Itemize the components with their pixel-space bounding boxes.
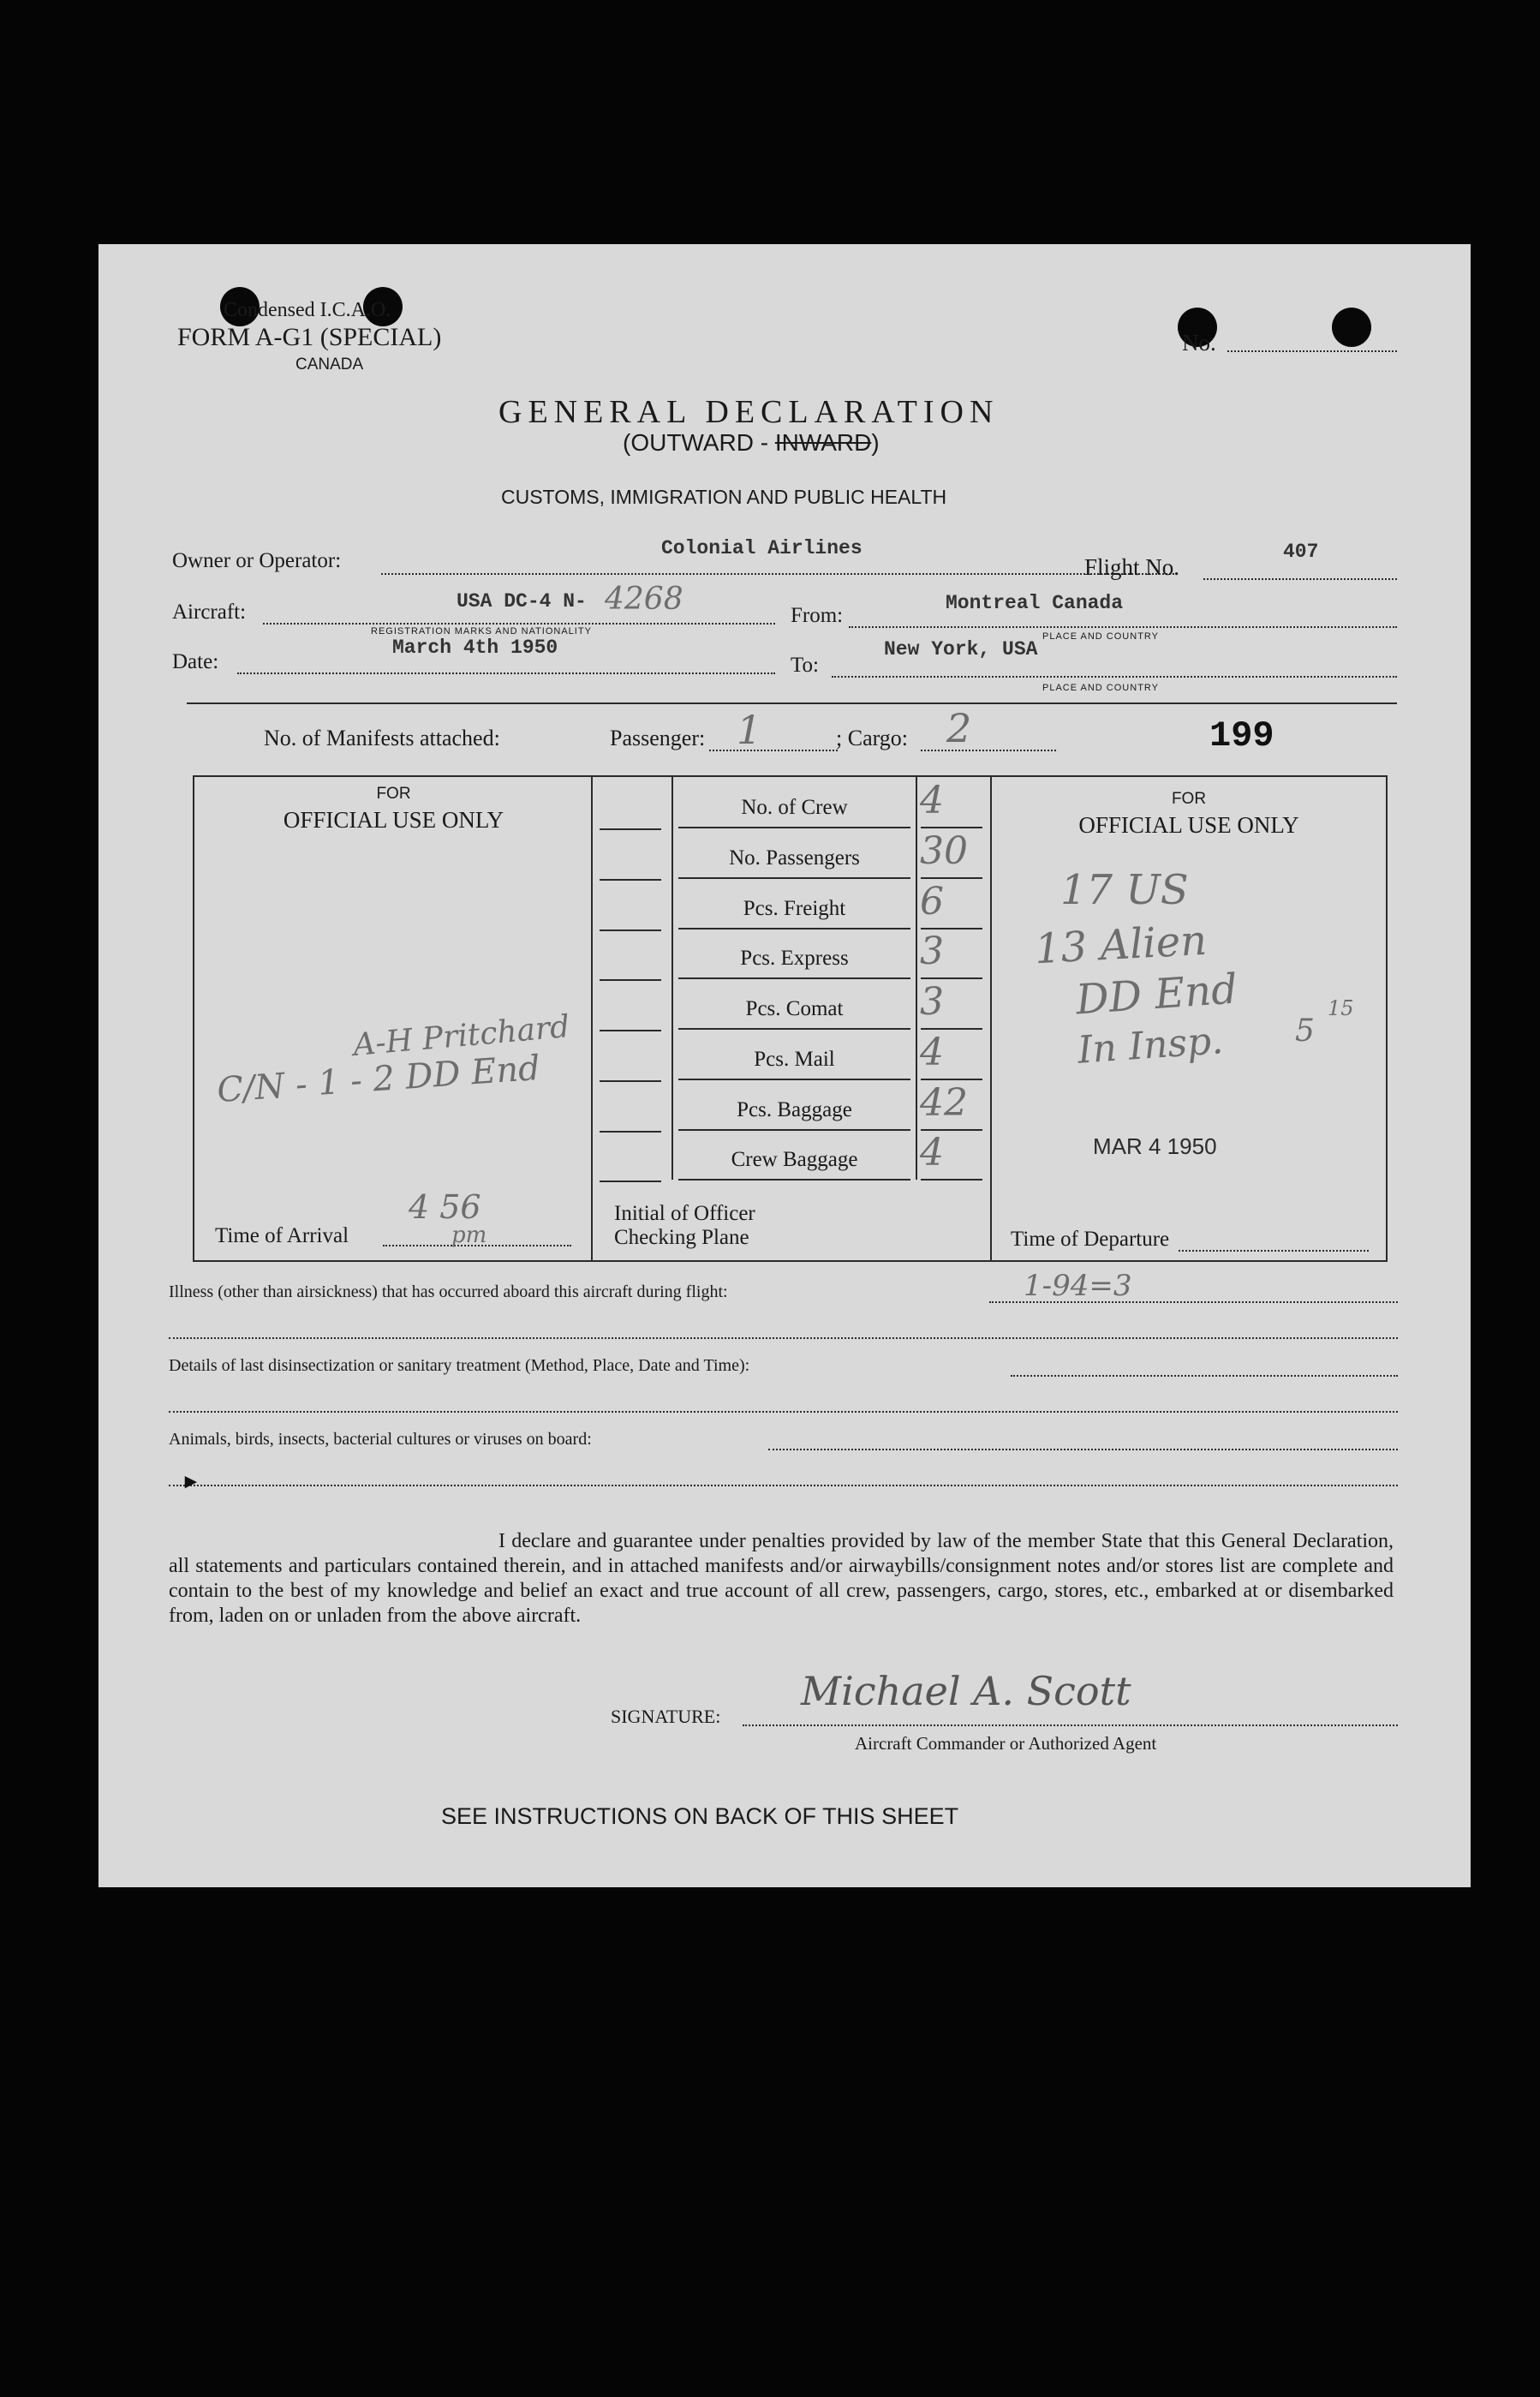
disinsect-line-2 xyxy=(169,1411,1398,1413)
count-label: No. of Crew xyxy=(741,796,848,819)
from-note: PLACE AND COUNTRY xyxy=(1042,631,1159,642)
right-official-header xyxy=(992,786,1386,839)
signature-caption: Aircraft Commander or Authorized Agent xyxy=(855,1733,1157,1754)
from-line xyxy=(849,626,1397,628)
count-row-line xyxy=(678,877,910,879)
illness-label: Illness (other than airsickness) that has occurred aboard this aircraft during flight: xyxy=(169,1282,728,1301)
direction-subtitle xyxy=(623,429,880,457)
count-value-line xyxy=(921,928,982,930)
official-entry-line xyxy=(600,1181,661,1182)
illness-line-2 xyxy=(169,1337,1398,1339)
count-value-line xyxy=(921,877,982,879)
right-time-sup: 15 xyxy=(1328,996,1354,1020)
flight-value: 407 xyxy=(1283,541,1319,563)
arrival-pm: pm xyxy=(451,1222,487,1248)
official-entry-line xyxy=(600,1080,661,1082)
count-value-line xyxy=(921,827,982,828)
count-value: 3 xyxy=(920,930,944,974)
signature-label: SIGNATURE: xyxy=(611,1706,721,1727)
owner-label: Owner or Operator: xyxy=(172,549,342,572)
right-for-label: FOR xyxy=(1171,790,1207,808)
direction-close: ) xyxy=(871,429,880,456)
flight-line xyxy=(1203,578,1397,580)
disinsect-line xyxy=(1011,1375,1398,1377)
aircraft-note: REGISTRATION MARKS AND NATIONALITY xyxy=(371,626,592,637)
right-note-dd-end: DD End xyxy=(1074,965,1239,1025)
date-stamp: MAR 4 1950 xyxy=(1093,1133,1217,1159)
count-value: 4 xyxy=(920,1131,944,1175)
owner-line xyxy=(381,573,1174,575)
right-note-insp: In Insp. xyxy=(1076,1019,1225,1073)
official-entry-line xyxy=(600,1131,661,1133)
page-title: GENERAL DECLARATION xyxy=(498,394,1000,430)
left-official-label: OFFICIAL USE ONLY xyxy=(283,807,504,833)
form-country: CANADA xyxy=(295,356,364,374)
left-note-line1: A-H Pritchard xyxy=(351,1009,571,1063)
header-separator xyxy=(187,702,1397,704)
animals-line-2 xyxy=(169,1485,1398,1486)
count-value-line xyxy=(921,977,982,979)
official-entry-line xyxy=(600,1030,661,1031)
disinsect-label: Details of last disinsectization or sanitary treatment (Method, Place, Date and Time): xyxy=(169,1356,750,1375)
manifests-label: No. of Manifests attached: xyxy=(264,726,500,750)
animals-label: Animals, birds, insects, bacterial cultures or viruses on board: xyxy=(169,1430,592,1449)
owner-value: Colonial Airlines xyxy=(661,537,863,559)
form-number-label: No. xyxy=(1182,330,1216,356)
count-label: Crew Baggage xyxy=(731,1148,858,1172)
right-note-us: 17 US xyxy=(1060,866,1189,914)
right-time: 5 xyxy=(1295,1013,1315,1049)
counts-panel xyxy=(593,777,990,1180)
form-number-line xyxy=(1227,350,1397,352)
count-value: 6 xyxy=(920,879,944,924)
form-name-line1: Condensed I.C.A.O. xyxy=(224,299,391,321)
official-entry-line xyxy=(600,979,661,981)
count-label: Pcs. Mail xyxy=(754,1047,835,1071)
signature-value: Michael A. Scott xyxy=(801,1668,1131,1714)
count-value: 3 xyxy=(920,980,944,1024)
aircraft-value: USA DC-4 N- xyxy=(457,590,587,613)
aircraft-line xyxy=(263,623,775,625)
date-label: Date: xyxy=(172,650,219,673)
declaration-form xyxy=(98,244,1471,1887)
passenger-manifest-value: 1 xyxy=(737,707,762,753)
count-row-line xyxy=(678,977,910,979)
aircraft-label: Aircraft: xyxy=(172,601,247,624)
count-row-line xyxy=(678,1179,910,1181)
count-value-line xyxy=(921,1129,982,1131)
official-entry-line xyxy=(600,930,661,931)
count-value: 42 xyxy=(920,1080,968,1125)
count-value-line xyxy=(921,1028,982,1030)
passenger-manifest-line xyxy=(709,750,838,751)
count-label: No. Passengers xyxy=(729,846,860,870)
officer-label-1: Initial of Officer xyxy=(614,1202,755,1225)
direction-outward: (OUTWARD - xyxy=(623,429,775,456)
arrival-value: 4 56 xyxy=(409,1188,481,1226)
to-note: PLACE AND COUNTRY xyxy=(1042,683,1159,693)
left-official-panel xyxy=(194,777,593,1260)
departure-label: Time of Departure xyxy=(1011,1228,1170,1251)
officer-label-2: Checking Plane xyxy=(614,1226,749,1249)
count-value-line xyxy=(921,1079,982,1080)
date-line xyxy=(237,672,775,674)
count-value-line xyxy=(921,1179,982,1181)
count-label: Pcs. Express xyxy=(740,947,849,971)
count-value: 30 xyxy=(920,828,968,873)
count-value: 4 xyxy=(920,779,944,822)
right-note-alien: 13 Alien xyxy=(1033,916,1209,974)
cargo-manifest-label: ; Cargo: xyxy=(836,726,909,750)
from-value: Montreal Canada xyxy=(946,592,1124,614)
section-subtitle: CUSTOMS, IMMIGRATION AND PUBLIC HEALTH xyxy=(501,486,947,508)
aircraft-hand-number: 4268 xyxy=(605,582,683,617)
arrival-label: Time of Arrival xyxy=(215,1224,349,1247)
counts-inner-right xyxy=(916,777,917,1180)
illness-value: 1-94=3 xyxy=(1024,1269,1132,1303)
from-label: From: xyxy=(791,604,844,627)
counts-inner-left xyxy=(672,777,673,1180)
declaration-text xyxy=(169,1529,1394,1629)
count-label: Pcs. Freight xyxy=(743,896,846,920)
count-row-line xyxy=(678,928,910,930)
left-for-label: FOR xyxy=(376,785,411,803)
departure-line xyxy=(1179,1250,1369,1252)
signature-line xyxy=(743,1725,1398,1726)
left-official-header xyxy=(194,780,593,834)
count-row-line xyxy=(678,1129,910,1131)
punch-hole-right-2 xyxy=(1332,308,1371,347)
count-row-line xyxy=(678,1079,910,1080)
official-entry-line xyxy=(600,828,661,830)
to-label: To: xyxy=(791,654,819,677)
to-value: New York, USA xyxy=(884,638,1038,661)
flight-label: Flight No. xyxy=(1084,554,1180,580)
count-row-line xyxy=(678,827,910,828)
right-official-label: OFFICIAL USE ONLY xyxy=(1078,812,1299,838)
instructions-footer: SEE INSTRUCTIONS ON BACK OF THIS SHEET xyxy=(441,1803,959,1829)
count-value: 4 xyxy=(920,1030,944,1074)
left-note-line2: C/N - 1 - 2 DD End xyxy=(215,1048,542,1111)
official-table xyxy=(193,775,1388,1262)
animals-line xyxy=(768,1449,1398,1450)
count-label: Pcs. Comat xyxy=(745,997,844,1020)
count-row-line xyxy=(678,1028,910,1030)
official-entry-line xyxy=(600,879,661,881)
stamp-number: 199 xyxy=(1209,715,1274,756)
count-label: Pcs. Baggage xyxy=(737,1097,852,1121)
form-name-line2: FORM A-G1 (SPECIAL) xyxy=(177,323,442,351)
to-line xyxy=(832,676,1397,678)
direction-inward-struck: INWARD xyxy=(774,429,872,456)
cargo-manifest-value: 2 xyxy=(946,705,972,751)
declaration-paragraph: I declare and guarantee under penalties provided by law of the member State that this General Declaration, all statements and particulars contained therein, and in attached manifests and/or airwaybills/consignment notes and/or stores list are complete and contain to the best of my knowledge and belief an exact and true account of all crew, passengers, cargo, stores, etc., embarked at or disembarked from, laden on or unladen from the above aircraft. xyxy=(169,1530,1394,1627)
passenger-manifest-label: Passenger: xyxy=(610,726,706,750)
arrow-mark-icon: ► xyxy=(181,1471,201,1493)
cargo-manifest-line xyxy=(921,750,1056,751)
date-value: March 4th 1950 xyxy=(392,637,558,659)
right-official-panel xyxy=(992,777,1386,1260)
